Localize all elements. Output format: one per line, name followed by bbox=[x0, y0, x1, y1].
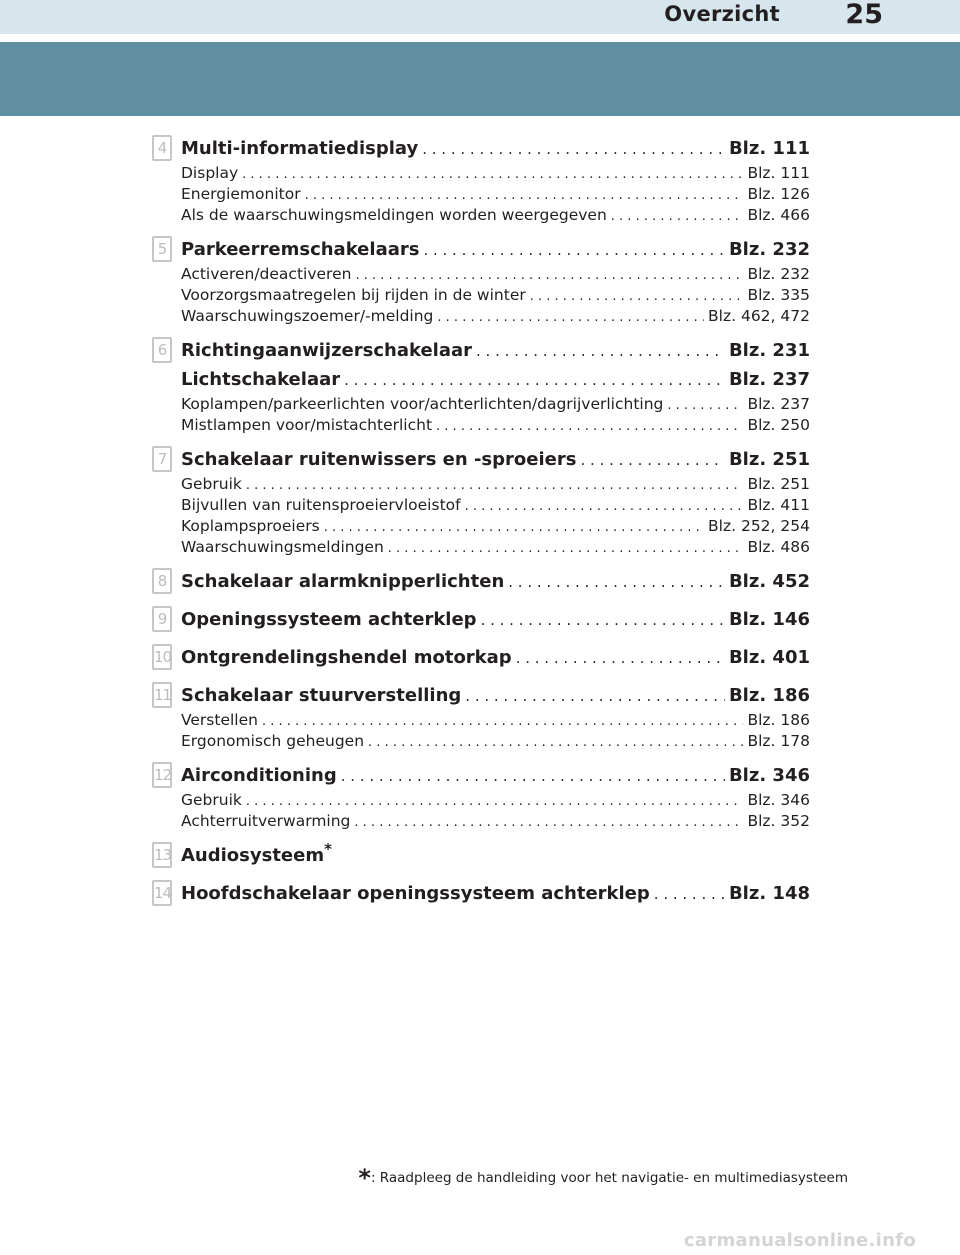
page-reference: Blz. 237 bbox=[747, 395, 810, 413]
dot-leader bbox=[355, 265, 743, 286]
page-reference: Blz. 346 bbox=[747, 791, 810, 809]
toc-subentry[interactable] bbox=[181, 495, 810, 516]
toc-entry bbox=[0, 567, 960, 596]
dot-leader bbox=[508, 568, 725, 597]
footnote-asterisk: * bbox=[358, 1164, 371, 1192]
dot-leader bbox=[436, 416, 743, 437]
toc-heading[interactable] bbox=[181, 445, 810, 474]
dot-leader bbox=[344, 366, 725, 395]
toc-entry bbox=[0, 681, 960, 752]
dot-leader bbox=[476, 337, 725, 366]
page-reference: Blz. 452 bbox=[728, 571, 810, 592]
page-reference: Blz. 146 bbox=[728, 609, 810, 630]
page-reference: Blz. 411 bbox=[747, 496, 810, 514]
dot-leader bbox=[354, 812, 743, 833]
entry-label: Als de waarschuwingsmeldingen worden weergegeven bbox=[181, 206, 607, 224]
page-reference: Blz. 401 bbox=[728, 647, 810, 668]
callout-number: 5 bbox=[152, 236, 172, 262]
page-reference: Blz. 232 bbox=[747, 265, 810, 283]
page-reference: Blz. 148 bbox=[728, 883, 810, 904]
dot-leader bbox=[422, 135, 725, 164]
dot-leader bbox=[246, 475, 744, 496]
toc-subentry[interactable] bbox=[181, 537, 810, 558]
page-reference: Blz. 335 bbox=[747, 286, 810, 304]
entry-label: Gebruik bbox=[181, 475, 242, 493]
dot-leader bbox=[465, 682, 725, 711]
entry-label: Ergonomisch geheugen bbox=[181, 732, 365, 750]
entry-label: Verstellen bbox=[181, 711, 258, 729]
toc-subentry[interactable] bbox=[181, 474, 810, 495]
page-reference: Blz. 250 bbox=[747, 416, 810, 434]
toc-entry bbox=[0, 643, 960, 672]
page-reference: Blz. 486 bbox=[747, 538, 810, 556]
page-reference: Blz. 232 bbox=[728, 239, 810, 260]
callout-number: 13 bbox=[152, 842, 172, 868]
page-reference: Blz. 462, 472 bbox=[708, 307, 810, 325]
toc-subentry[interactable] bbox=[181, 811, 810, 832]
entry-label: Voorzorgsmaatregelen bij rijden in de winter bbox=[181, 286, 526, 304]
callout-number: 7 bbox=[152, 446, 172, 472]
page-reference: Blz. 252, 254 bbox=[708, 517, 810, 535]
dot-leader bbox=[530, 286, 744, 307]
entry-label: Lichtschakelaar bbox=[181, 369, 341, 390]
entry-label: Parkeerremschakelaars bbox=[181, 239, 420, 260]
header-band bbox=[0, 42, 960, 116]
entry-label: Schakelaar stuurverstelling bbox=[181, 685, 462, 706]
entry-label: Waarschuwingsmeldingen bbox=[181, 538, 384, 556]
entry-label: Openingssysteem achterklep bbox=[181, 609, 477, 630]
dot-leader bbox=[516, 644, 725, 673]
entry-label: Mistlampen voor/mistachterlicht bbox=[181, 416, 433, 434]
section-title: Overzicht bbox=[664, 2, 780, 26]
dot-leader bbox=[388, 538, 744, 559]
toc-heading[interactable] bbox=[181, 134, 810, 163]
page-reference: Blz. 111 bbox=[747, 164, 810, 182]
toc-entry bbox=[0, 134, 960, 226]
dot-leader bbox=[580, 446, 724, 475]
entry-label: Ontgrendelingshendel motorkap bbox=[181, 647, 512, 668]
callout-number: 4 bbox=[152, 135, 172, 161]
footnote bbox=[0, 1164, 848, 1192]
dot-leader bbox=[481, 606, 725, 635]
toc-heading[interactable] bbox=[181, 879, 810, 908]
dot-leader bbox=[368, 732, 743, 753]
toc-subentry[interactable] bbox=[181, 306, 810, 327]
page-reference: Blz. 178 bbox=[747, 732, 810, 750]
toc-heading[interactable] bbox=[181, 336, 810, 365]
entry-label: Multi-informatiedisplay bbox=[181, 138, 419, 159]
page-reference: Blz. 237 bbox=[728, 369, 810, 390]
page-reference: Blz. 231 bbox=[728, 340, 810, 361]
entry-label: Display bbox=[181, 164, 239, 182]
dot-leader bbox=[465, 496, 744, 517]
entry-label: Activeren/deactiveren bbox=[181, 265, 352, 283]
toc-subentry[interactable] bbox=[181, 516, 810, 537]
toc-subentry[interactable] bbox=[181, 394, 810, 415]
toc-heading[interactable] bbox=[181, 841, 810, 870]
header-strip bbox=[0, 0, 960, 34]
page-reference: Blz. 251 bbox=[728, 449, 810, 470]
entry-label: Koplampen/parkeerlichten voor/achterlichten/dagrijverlichting bbox=[181, 395, 664, 413]
page-reference: Blz. 346 bbox=[728, 765, 810, 786]
page-reference: Blz. 111 bbox=[728, 138, 810, 159]
toc-entry bbox=[0, 445, 960, 558]
entry-label: Koplampsproeiers bbox=[181, 517, 320, 535]
dot-leader bbox=[324, 517, 704, 538]
page-reference: Blz. 466 bbox=[747, 206, 810, 224]
toc-list bbox=[0, 134, 960, 917]
toc-entry bbox=[0, 336, 960, 436]
toc-heading[interactable] bbox=[181, 681, 810, 710]
footnote-text: : Raadpleeg de handleiding voor het navigatie- en multimediasysteem bbox=[370, 1170, 848, 1186]
entry-label: Gebruik bbox=[181, 791, 242, 809]
page-reference: Blz. 186 bbox=[747, 711, 810, 729]
dot-leader bbox=[654, 880, 725, 909]
page-reference: Blz. 186 bbox=[728, 685, 810, 706]
dot-leader bbox=[437, 307, 704, 328]
entry-label: Audiosysteem* bbox=[181, 840, 332, 866]
toc-heading[interactable] bbox=[181, 643, 810, 672]
entry-label: Schakelaar alarmknipperlichten bbox=[181, 571, 505, 592]
callout-number: 10 bbox=[152, 644, 172, 670]
asterisk-mark: * bbox=[324, 840, 332, 858]
toc-subentry[interactable] bbox=[181, 710, 810, 731]
toc-subentry[interactable] bbox=[181, 205, 810, 226]
toc-heading[interactable] bbox=[181, 761, 810, 790]
entry-label: Hoofdschakelaar openingssysteem achterklep bbox=[181, 883, 650, 904]
entry-label: Bijvullen van ruitensproeiervloeistof bbox=[181, 496, 461, 514]
dot-leader bbox=[262, 711, 744, 732]
toc-subentry[interactable] bbox=[181, 731, 810, 752]
page-number: 25 bbox=[845, 0, 883, 30]
callout-number: 11 bbox=[152, 682, 172, 708]
callout-number: 8 bbox=[152, 568, 172, 594]
toc-entry bbox=[0, 879, 960, 908]
toc-subentry[interactable] bbox=[181, 184, 810, 205]
dot-leader bbox=[305, 185, 744, 206]
toc-heading[interactable] bbox=[181, 605, 810, 634]
page-reference: Blz. 352 bbox=[747, 812, 810, 830]
dot-leader bbox=[667, 395, 743, 416]
toc-subentry[interactable] bbox=[181, 790, 810, 811]
callout-number: 12 bbox=[152, 762, 172, 788]
toc-heading[interactable] bbox=[181, 365, 810, 394]
dot-leader bbox=[246, 791, 744, 812]
watermark: carmanualsonline.info bbox=[683, 1230, 916, 1251]
entry-label: Airconditioning bbox=[181, 765, 337, 786]
toc-heading[interactable] bbox=[181, 567, 810, 596]
toc-entry bbox=[0, 761, 960, 832]
toc-entry bbox=[0, 235, 960, 327]
toc-subentry[interactable] bbox=[181, 415, 810, 436]
toc-heading[interactable] bbox=[181, 235, 810, 264]
callout-number: 6 bbox=[152, 337, 172, 363]
entry-label: Richtingaanwijzerschakelaar bbox=[181, 340, 473, 361]
toc-entry bbox=[0, 841, 960, 870]
dot-leader bbox=[242, 164, 743, 185]
entry-label: Achterruitverwarming bbox=[181, 812, 351, 830]
entry-label: Waarschuwingszoemer/-melding bbox=[181, 307, 434, 325]
toc-subentry[interactable] bbox=[181, 285, 810, 306]
toc-subentry[interactable] bbox=[181, 264, 810, 285]
callout-number: 14 bbox=[152, 880, 172, 906]
entry-label: Energiemonitor bbox=[181, 185, 301, 203]
toc-entry bbox=[0, 605, 960, 634]
entry-label: Schakelaar ruitenwissers en -sproeiers bbox=[181, 449, 577, 470]
callout-number: 9 bbox=[152, 606, 172, 632]
toc-subentry[interactable] bbox=[181, 163, 810, 184]
dot-leader bbox=[341, 762, 725, 791]
page-reference: Blz. 126 bbox=[747, 185, 810, 203]
dot-leader bbox=[611, 206, 744, 227]
dot-leader bbox=[423, 236, 725, 265]
page-reference: Blz. 251 bbox=[747, 475, 810, 493]
